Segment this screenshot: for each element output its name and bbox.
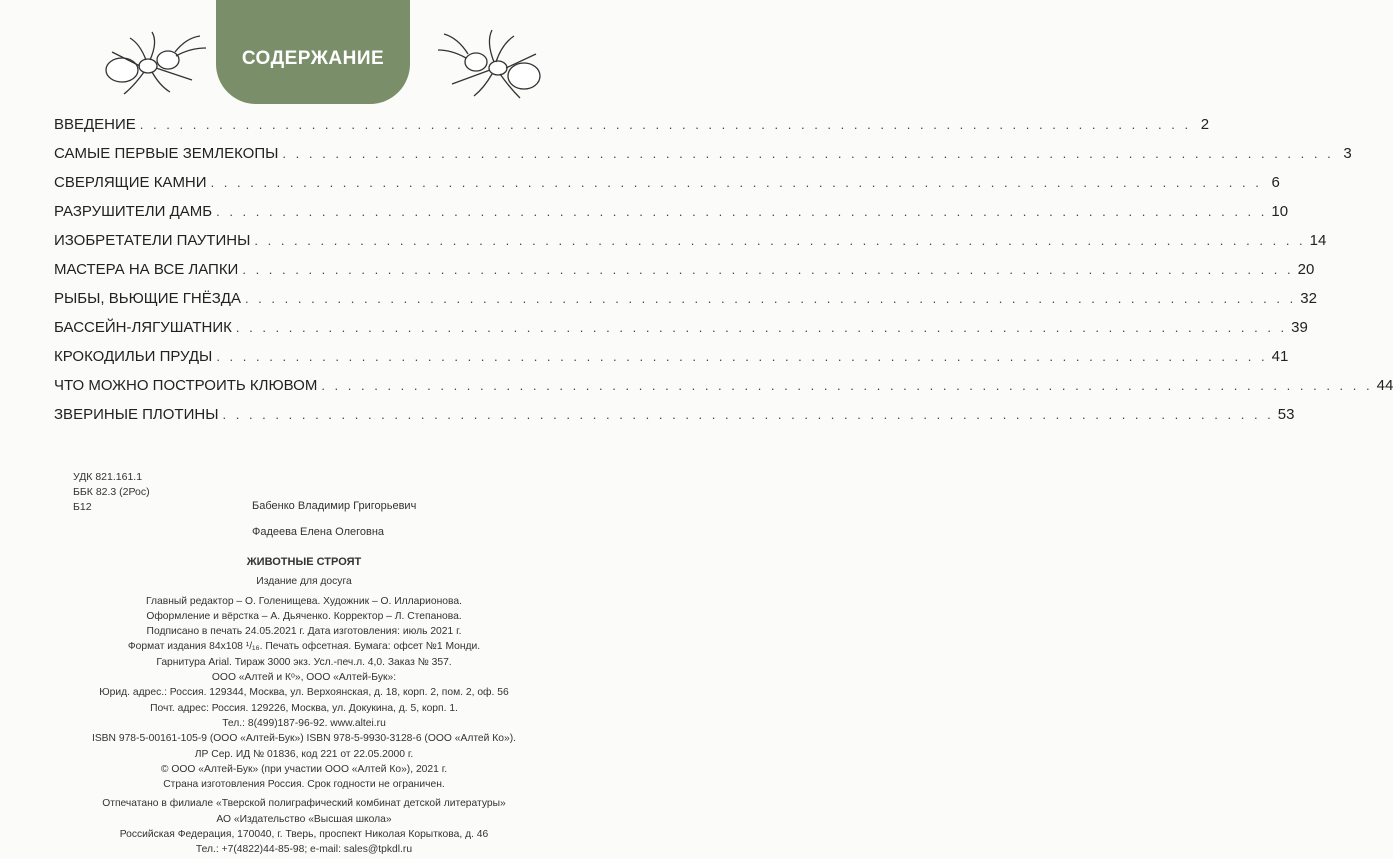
toc-entry-page: 39 xyxy=(1291,319,1308,336)
toc-dot-leader: . . . . . . . . . . . . . . . . . . . . . . . . . . . . . . . . . . . . . . . . . . . . . . . . . . . . . . . . . . . . . . . . . . . . . . . . . . . . . . . . xyxy=(321,378,1373,393)
bbk-code: ББК 82.3 (2Рос) xyxy=(73,486,150,498)
ant-icon xyxy=(436,28,548,104)
toc-dot-leader: . . . . . . . . . . . . . . . . . . . . . . . . . . . . . . . . . . . . . . . . . . . . . . . . . . . . . . . . . . . . . . . . . . . . . . . . . . . . . . . . xyxy=(244,291,1297,306)
ant-icon xyxy=(100,30,212,100)
toc-entry xyxy=(54,261,1315,290)
imprint-line: Страна изготовления Россия. Срок годности не ограничен. xyxy=(163,779,445,791)
toc-entry xyxy=(54,406,1295,435)
toc-entry-page: 2 xyxy=(1200,116,1210,133)
imprint-line: Российская Федерация, 170040, г. Тверь, проспект Николая Корыткова, д. 46 xyxy=(119,829,489,841)
toc-entry-title: ВВЕДЕНИЕ xyxy=(54,116,140,133)
toc-dot-leader: . . . . . . . . . . . . . . . . . . . . . . . . . . . . . . . . . . . . . . . . . . . . . . . . . . . . . . . . . . . . . . . . . . . . . . . . . . . . . . . . xyxy=(216,349,1268,364)
toc-entry xyxy=(54,377,1393,406)
toc-entry-page: 32 xyxy=(1300,290,1317,307)
imprint-line: ISBN 978-5-00161-105-9 (ООО «Алтей-Бук») ISBN 978-5-9930-3128-6 (ООО «Алтей Ко»). xyxy=(91,733,517,745)
toc-entry-page: 14 xyxy=(1309,232,1327,249)
imprint-details xyxy=(0,594,608,793)
imprint-line: Главный редактор – О. Голенищева. Художник – О. Илларионова. xyxy=(146,595,462,607)
authors xyxy=(252,493,416,545)
toc-dot-leader: . . . . . . . . . . . . . . . . . . . . . . . . . . . . . . . . . . . . . . . . . . . . . . . . . . . . . . . . . . . . . . . . . . . . . . . . . . . . . . . . xyxy=(235,320,1288,335)
imprint xyxy=(0,555,608,858)
toc-dot-leader: . . . . . . . . . . . . . . . . . . . . . . . . . . . . . . . . . . . . . . . . . . . . . . . . . . . . . . . . . . . . . . . . . . . . . . . . . . . . . . . . xyxy=(242,262,1294,277)
book-title: ЖИВОТНЫЕ СТРОЯТ xyxy=(246,556,362,568)
imprint-line: Оформление и вёрстка – А. Дьяченко. Корректор – Л. Степанова. xyxy=(146,610,462,622)
imprint-line: ЛР Сер. ИД № 01836, код 221 от 22.05.2000 г. xyxy=(194,748,414,760)
printer-details xyxy=(0,796,608,857)
toc-entry xyxy=(54,348,1289,377)
toc-dot-leader: . . . . . . . . . . . . . . . . . . . . . . . . . . . . . . . . . . . . . . . . . . . . . . . . . . . . . . . . . . . . . . . . . . . . . . . . . . . . . . . . xyxy=(216,204,1268,219)
imprint-line: ООО «Алтей и Кᵒ», ООО «Алтей-Бук»: xyxy=(211,672,397,684)
toc-dot-leader: . . . . . . . . . . . . . . . . . . . . . . . . . . . . . . . . . . . . . . . . . . . . . . . . . . . . . . . . . . . . . . . . . . . . . . . . . . . . . . . . xyxy=(282,146,1334,161)
imprint-line: Подписано в печать 24.05.2021 г. Дата изготовления: июль 2021 г. xyxy=(146,626,462,638)
table-of-contents xyxy=(54,116,1393,435)
imprint-line: Тел.: 8(499)187-96-92. www.altei.ru xyxy=(222,717,386,729)
toc-entry-title: ЧТО МОЖНО ПОСТРОИТЬ КЛЮВОМ xyxy=(54,377,321,394)
toc-dot-leader: . . . . . . . . . . . . . . . . . . . . . . . . . . . . . . . . . . . . . . . . . . . . . . . . . . . . . . . . . . . . . . . . . . . . . . . . . . . . . . . . xyxy=(139,117,1192,132)
toc-entry-title: САМЫЕ ПЕРВЫЕ ЗЕМЛЕКОПЫ xyxy=(54,145,282,162)
biblio-codes xyxy=(73,470,150,515)
toc-dot-leader: . . . . . . . . . . . . . . . . . . . . . . . . . . . . . . . . . . . . . . . . . . . . . . . . . . . . . . . . . . . . . . . . . . . . . . . . . . . . . . . . xyxy=(210,175,1262,190)
page-title: СОДЕРЖАНИЕ xyxy=(241,48,385,69)
toc-entry xyxy=(54,232,1327,261)
imprint-line: Юрид. адрес.: Россия. 129344, Москва, ул. Верхоянская, д. 18, корп. 2, пом. 2, оф. 56 xyxy=(99,687,509,699)
toc-entry xyxy=(54,116,1210,145)
book-subtitle: Издание для досуга xyxy=(256,576,352,588)
toc-entry xyxy=(54,290,1317,319)
imprint-line: Отпечатано в филиале «Тверской полиграфический комбинат детской литературы» xyxy=(102,798,506,810)
toc-dot-leader: . . . . . . . . . . . . . . . . . . . . . . . . . . . . . . . . . . . . . . . . . . . . . . . . . . . . . . . . . . . . . . . . . . . . . . . . . . . . . . . . xyxy=(254,233,1306,248)
toc-entry xyxy=(54,319,1308,348)
toc-entry-page: 3 xyxy=(1343,145,1352,162)
toc-dot-leader: . . . . . . . . . . . . . . . . . . . . . . . . . . . . . . . . . . . . . . . . . . . . . . . . . . . . . . . . . . . . . . . . . . . . . . . . . . . . . . . . xyxy=(222,407,1274,422)
toc-entry-title: БАССЕЙН-ЛЯГУШАТНИК xyxy=(54,319,236,336)
toc-entry-page: 44 xyxy=(1376,377,1393,394)
imprint-line: © ООО «Алтей-Бук» (при участии ООО «Алтей Ко»), 2021 г. xyxy=(160,763,448,775)
toc-entry-title: КРОКОДИЛЬИ ПРУДЫ xyxy=(54,348,216,365)
toc-entry-page: 6 xyxy=(1271,174,1280,191)
toc-entry-title: ИЗОБРЕТАТЕЛИ ПАУТИНЫ xyxy=(54,232,254,249)
toc-entry-title: ЗВЕРИНЫЕ ПЛОТИНЫ xyxy=(54,406,223,423)
author-mark: Б12 xyxy=(73,501,92,513)
toc-entry-title: СВЕРЛЯЩИЕ КАМНИ xyxy=(54,174,211,191)
toc-entry-title: МАСТЕРА НА ВСЕ ЛАПКИ xyxy=(54,261,242,278)
toc-entry xyxy=(54,203,1289,232)
imprint-line: АО «Издательство «Высшая школа» xyxy=(216,813,392,825)
toc-entry xyxy=(54,145,1352,174)
toc-entry-page: 53 xyxy=(1277,406,1295,423)
udk-code: УДК 821.161.1 xyxy=(73,471,143,483)
author-name: Бабенко Владимир Григорьевич xyxy=(252,500,417,512)
toc-entry-page: 10 xyxy=(1271,203,1289,220)
imprint-line: Тел.: +7(4822)44-85-98; e-mail: sales@tpkdl.ru xyxy=(195,844,413,856)
toc-entry xyxy=(54,174,1280,203)
toc-entry-page: 20 xyxy=(1297,261,1315,278)
toc-entry-title: РЫБЫ, ВЬЮЩИЕ ГНЁЗДА xyxy=(54,290,245,307)
toc-entry-page: 41 xyxy=(1271,348,1289,365)
imprint-line: Формат издания 84х108 ¹/₁₆. Печать офсетная. Бумага: офсет №1 Монди. xyxy=(127,641,481,653)
toc-entry-title: РАЗРУШИТЕЛИ ДАМБ xyxy=(54,203,216,220)
author-name: Фадеева Елена Олеговна xyxy=(252,526,385,538)
imprint-line: Гарнитура Arial. Тираж 3000 экз. Усл.-печ.л. 4,0. Заказ № 357. xyxy=(156,656,452,668)
imprint-line: Почт. адрес: Россия. 129226, Москва, ул. Докукина, д. 5, корп. 1. xyxy=(150,702,458,714)
